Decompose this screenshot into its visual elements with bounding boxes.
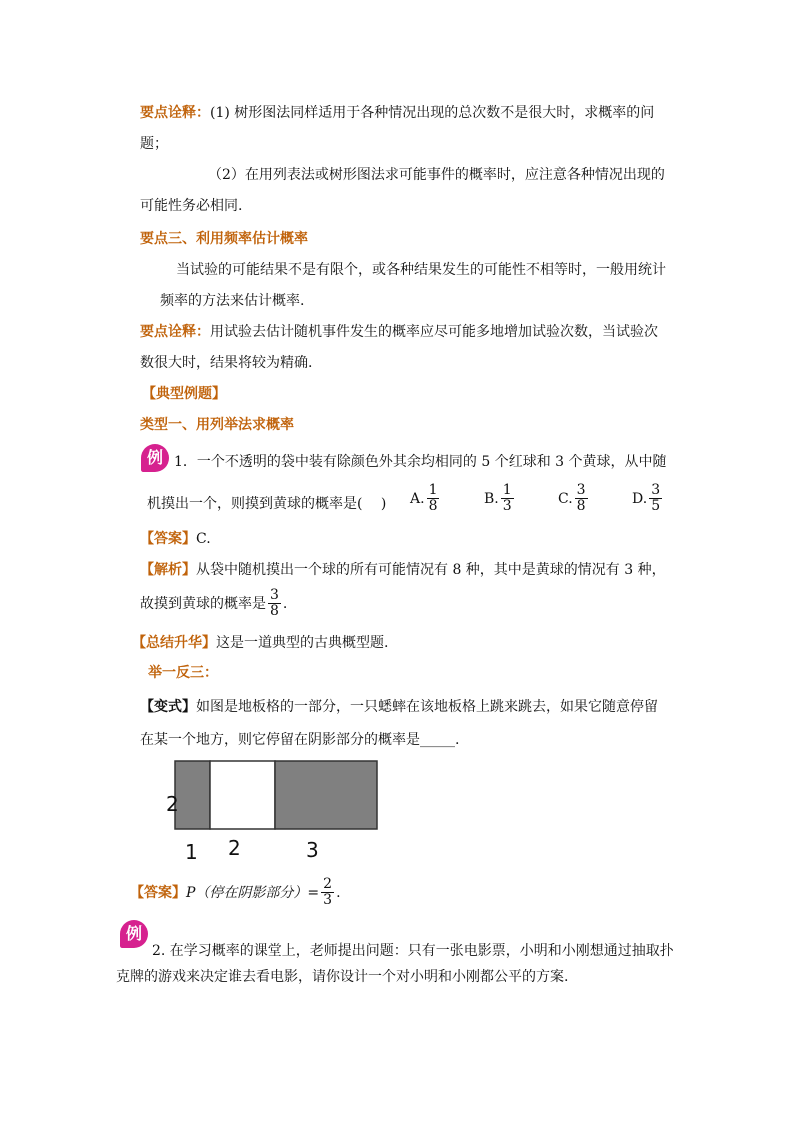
figure-label-width-3: 3 [306, 838, 319, 862]
fraction [501, 483, 514, 514]
fraction-num: 1 [428, 482, 438, 498]
choice-b [484, 483, 516, 514]
section-text: 频率的方法来估计概率. [160, 293, 305, 309]
fraction [321, 877, 334, 908]
note-text: 题； [140, 136, 168, 152]
figure-label-height: 2 [166, 792, 179, 816]
variant-text: 如图是地板格的一部分，一只蟋蟀在该地板格上跳来跳去，如果它随意停留 [196, 699, 658, 715]
note-label: 要点诠释： [140, 105, 210, 121]
shaded-tile-right [275, 761, 377, 829]
summary-text: 这是一道典型的古典概型题. [216, 635, 389, 651]
fraction [427, 483, 440, 514]
choice-a [410, 483, 441, 514]
variant-line: 在某一个地方，则它停留在阴影部分的概率是_____. [140, 732, 460, 748]
section-text: 当试验的可能结果不是有限个，或各种结果发生的可能性不相等时，一般用统计 [176, 262, 666, 278]
analysis-text: 从袋中随机摸出一个球的所有可能情况有 8 种，其中是黄球的情况有 3 种， [196, 562, 666, 578]
question-2-line: 克牌的游戏来决定谁去看电影，请你设计一个对小明和小刚都公平的方案. [116, 969, 569, 985]
fraction-den: 8 [270, 603, 279, 619]
question-1-line: 1．一个不透明的袋中装有除颜色外其余均相同的 5 个红球和 3 个黄球，从中随 [174, 454, 667, 470]
section-title: 要点三、利用频率估计概率 [140, 231, 308, 247]
choice-letter: C. [558, 490, 573, 507]
variant-label: 【变式】 [140, 699, 196, 715]
note-paragraph-2 [140, 323, 658, 341]
fraction-den: 5 [651, 498, 661, 514]
answer-text: C. [196, 531, 211, 547]
question-1-line: 机摸出一个，则摸到黄球的概率是( ) [147, 496, 387, 512]
figure-label-width-1: 1 [185, 840, 198, 864]
fraction-den: 3 [502, 498, 512, 514]
fraction [575, 483, 588, 514]
answer-label: 【答案】 [140, 531, 196, 547]
typical-examples-heading: 【典型例题】 [142, 386, 226, 402]
analysis-text: 故摸到黄球的概率是 [140, 595, 266, 612]
practice-title: 举一反三： [148, 665, 218, 681]
variant-answer: 【答案】 P（停在阴影部分）= $\frac{2}{3}$ . [130, 876, 341, 908]
floor-figure [160, 755, 390, 835]
analysis-1 [140, 561, 666, 579]
white-tile [210, 761, 275, 829]
summary-label: 【总结升华】 [132, 635, 216, 651]
fraction [649, 483, 662, 514]
fraction-den: 3 [323, 892, 333, 908]
note-text: (1) 树形图法同样适用于各种情况出现的总次数不是很大时，求概率的问 [210, 105, 655, 121]
type-title: 类型一、用列举法求概率 [140, 417, 294, 433]
choice-letter: B. [484, 490, 499, 507]
fraction-num: 3 [651, 482, 661, 498]
note-text: 数很大时，结果将较为精确. [140, 355, 313, 371]
fraction-den: 8 [428, 498, 438, 514]
question-2-line: 2. 在学习概率的课堂上，老师提出问题：只有一张电影票，小明和小刚想通过抽取扑 [152, 943, 674, 959]
answer-label: 【答案】 [130, 884, 186, 901]
fraction-num: 3 [576, 482, 586, 498]
variant-line [140, 698, 658, 716]
figure-label-width-2: 2 [228, 836, 241, 860]
fraction-den: 8 [576, 498, 586, 514]
note-text: （2）在用列表法或树形图法求可能事件的概率时，应注意各种情况出现的 [208, 167, 665, 183]
summary-1 [132, 634, 388, 652]
analysis-label: 【解析】 [140, 562, 196, 578]
fraction [268, 588, 281, 619]
note-text: 可能性务必相同. [140, 198, 243, 214]
fraction-num: 3 [270, 587, 279, 603]
choice-d [632, 483, 664, 514]
fraction-num: 1 [502, 482, 512, 498]
example-badge-icon: 例 [120, 920, 148, 948]
shaded-tile-left [175, 761, 210, 829]
choice-c [558, 483, 590, 514]
note-paragraph-1 [140, 104, 654, 122]
choice-letter: A. [410, 490, 425, 507]
fraction-num: 2 [323, 876, 333, 892]
answer-1 [140, 530, 211, 548]
note-label: 要点诠释： [140, 324, 210, 340]
analysis-1-line2: 故摸到黄球的概率是 $\frac{3}{8}$ . [140, 587, 288, 619]
note-text: 用试验去估计随机事件发生的概率应尽可能多地增加试验次数，当试验次 [210, 324, 658, 340]
choice-letter: D. [632, 490, 648, 507]
answer-text: P（停在阴影部分）= [186, 884, 320, 901]
example-badge-icon: 例 [141, 444, 169, 472]
